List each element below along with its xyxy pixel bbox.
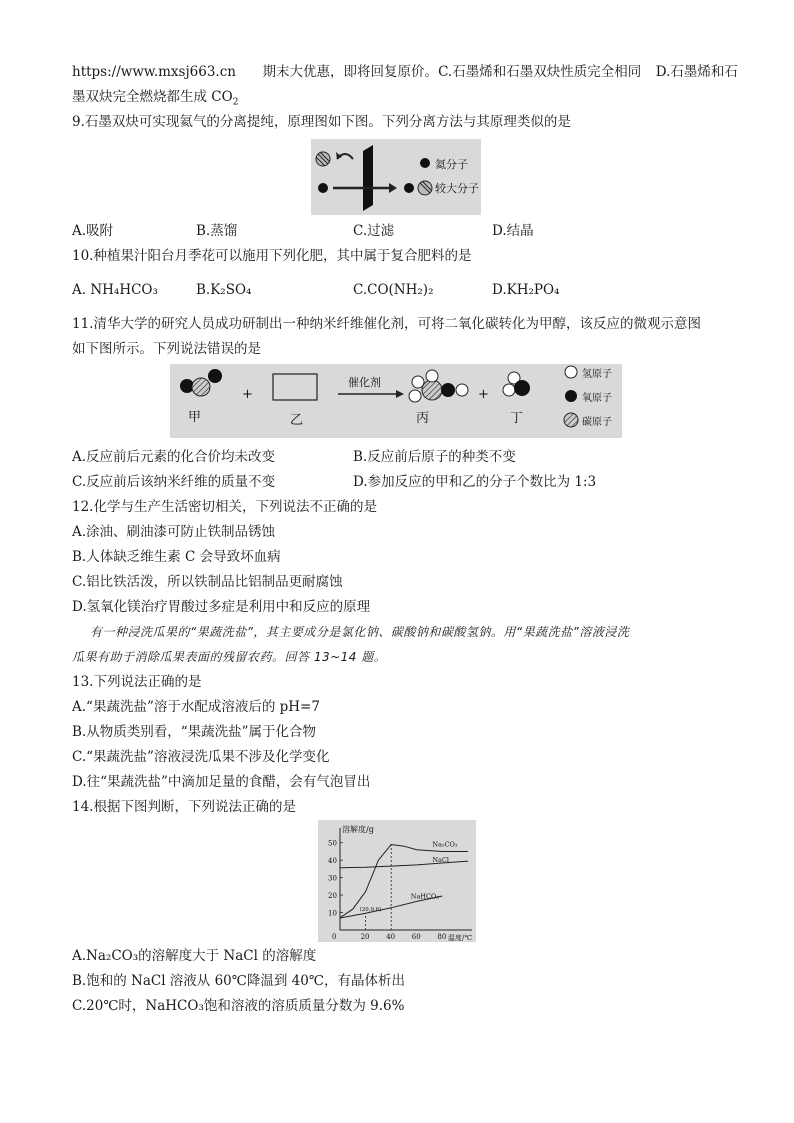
y-tick-label: 10 [328,909,337,918]
q9-stem: 9.石墨双炔可实现氦气的分离提纯，原理图如下图。下列分离方法与其原理类似的是 [72,114,571,130]
q14-stem: 14.根据下图判断，下列说法正确的是 [72,799,296,815]
header-line [72,62,738,82]
q13-option-c: C.“果蔬洗盐”溶液浸洗瓜果不涉及化学变化 [72,749,330,765]
q11-option-b: B.反应前后原子的种类不变 [353,449,516,465]
context-line2: 瓜果有助于消除瓜果表面的残留农药。回答 13~14 题。 [72,650,387,664]
q11-option-d: D.参加反应的甲和乙的分子个数比为 1:3 [353,474,597,490]
q12-stem: 12.化学与生产生活密切相关，下列说法不正确的是 [72,499,377,515]
helium-separation-figure [311,139,481,215]
reaction-diagram [170,364,622,438]
q12-option-d: D.氢氧化镁治疗胃酸过多症是利用中和反应的原理 [72,599,371,615]
legend-large: 较大分子 [435,182,479,195]
legend-oxygen: 氧原子 [582,393,612,404]
membrane-icon [363,145,373,211]
q13-stem: 13.下列说法正确的是 [72,674,202,690]
plus-2: + [478,387,489,402]
source-url[interactable]: https://www.mxsj663.cn [72,64,236,80]
solubility-chart [318,820,476,942]
label-yi: 乙 [290,413,304,428]
legend-hydrogen: 氢原子 [582,369,612,380]
empty-box-icon [273,374,317,400]
q8-option-d: D.石墨烯和石 [655,64,738,80]
q9-option-d: D.结晶 [492,223,534,239]
q13-option-a: A.“果蔬洗盐”溶于水配成溶液后的 pH=7 [72,699,320,715]
q13-option-b: B.从物质类别看，“果蔬洗盐”属于化合物 [72,724,317,740]
point-annotation: (20,9.6) [359,907,382,914]
catalyst-label: 催化剂 [348,376,381,389]
series-label-2: NaHCO₃ [410,892,439,901]
q14-option-a: A.Na₂CO₃的溶解度大于 NaCl 的溶解度 [72,948,317,964]
origin-label: 0 [332,933,337,941]
x-axis-label: 温度/℃ [448,934,473,942]
q9-option-a: A.吸附 [72,223,114,239]
q11-option-a: A.反应前后元素的化合价均未改变 [72,449,276,465]
x-tick-label: 20 [360,933,370,941]
label-ding: 丁 [510,411,524,426]
x-tick-label: 40 [386,933,396,941]
q11-option-c: C.反应前后该纳米纤维的质量不变 [72,474,276,490]
y-tick-label: 50 [328,839,337,848]
q10-option-d: D.KH₂PO₄ [492,282,560,298]
q10-option-a: A. NH₄HCO₃ [72,282,158,298]
q10-option-c: C.CO(NH₂)₂ [353,282,434,298]
q11-stem-line1: 11.清华大学的研究人员成功研制出一种纳米纤维催化剂，可将二氧化碳转化为甲醇，该反应的微观示意图 [72,316,701,332]
plus-1: + [242,387,253,402]
label-jia: 甲 [188,410,202,425]
helium-molecule-icon [318,183,328,193]
x-tick-label: 60 [411,933,421,941]
promo-text: 期末大优惠，即将回复原价。 [262,64,439,80]
q8-option-d-continued: 墨双炔完全燃烧都生成 $CO_2$ [72,89,239,108]
q9-option-b: B.蒸馏 [196,223,238,239]
y-tick-label: 20 [328,892,337,901]
q10-option-b: B.K₂SO₄ [196,282,252,298]
q13-option-d: D.往“果蔬洗盐”中滴加足量的食醋，会有气泡冒出 [72,774,371,790]
series-label-1: NaCl [432,855,450,864]
y-axis-label: 溶解度/g [342,825,374,834]
legend-carbon: 碳原子 [582,417,612,428]
context-line1: 有一种浸洗瓜果的“果蔬洗盐”，其主要成分是氯化钠、碳酸钠和碳酸氢钠。用“果蔬洗盐”溶液浸洗 [90,625,630,639]
label-bing: 丙 [416,411,430,426]
q14-option-b: B.饱和的 NaCl 溶液从 60℃降温到 40℃，有晶体析出 [72,973,405,989]
q9-option-c: C.过滤 [353,223,395,239]
legend-helium: 氦分子 [435,158,468,171]
q12-option-a: A.涂油、刷油漆可防止铁制品锈蚀 [72,524,276,540]
q12-option-b: B.人体缺乏维生素 C 会导致坏血病 [72,549,281,565]
q11-stem-line2: 如下图所示。下列说法错误的是 [72,341,261,357]
y-tick-label: 30 [328,874,337,883]
carbon-atom-icon [192,378,210,396]
q8-option-c: C.石墨烯和石墨双炔性质完全相同 [438,64,642,80]
q14-option-c: C.20℃时，NaHCO₃饱和溶液的溶质质量分数为 9.6% [72,998,405,1014]
x-tick-label: 80 [437,933,447,941]
q12-option-c: C.铝比铁活泼，所以铁制品比铝制品更耐腐蚀 [72,574,343,590]
y-tick-label: 40 [328,857,337,866]
q10-stem: 10.种植果汁阳台月季花可以施用下列化肥，其中属于复合肥料的是 [72,248,472,264]
series-label-0: Na₂CO₃ [432,840,458,849]
